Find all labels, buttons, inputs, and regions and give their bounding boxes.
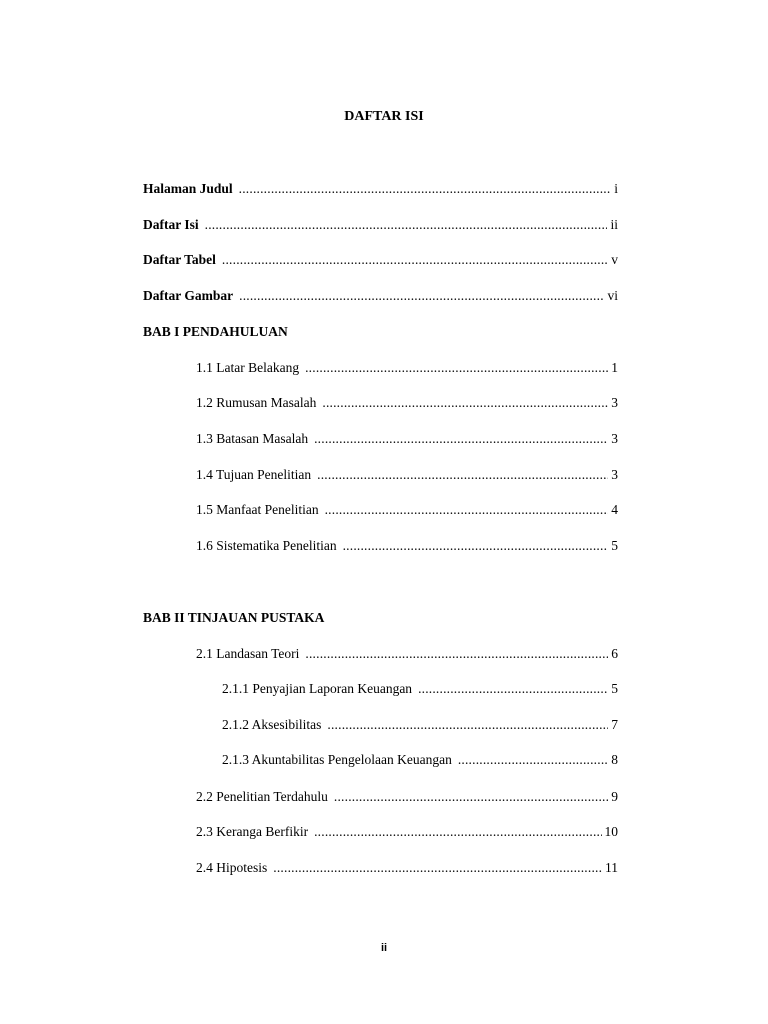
toc-entry-1-4[interactable] xyxy=(196,466,618,484)
toc-entry-daftar-tabel[interactable] xyxy=(143,251,618,269)
toc-entry-page: 4 xyxy=(611,502,618,517)
toc-entry-halaman-judul[interactable] xyxy=(143,180,618,198)
dot-leader xyxy=(334,788,608,806)
toc-entry-label: 2.3 Keranga Berfikir xyxy=(196,824,309,839)
toc-entry-label: 2.1 Landasan Teori xyxy=(196,646,300,661)
toc-entry-page: 6 xyxy=(611,646,618,661)
chapter-heading-bab-1: BAB I PENDAHULUAN xyxy=(143,324,288,339)
toc-entry-label: 2.1.2 Aksesibilitas xyxy=(222,717,322,732)
toc-entry-label: Daftar Isi xyxy=(143,217,199,232)
toc-entry-daftar-gambar[interactable] xyxy=(143,287,618,305)
dot-leader xyxy=(205,216,608,234)
toc-entry-daftar-isi[interactable] xyxy=(143,216,618,234)
dot-leader xyxy=(327,716,608,734)
toc-entry-page: 11 xyxy=(605,860,618,875)
toc-entry-1-3[interactable] xyxy=(196,430,618,448)
toc-entry-1-6[interactable] xyxy=(196,537,618,555)
dot-leader xyxy=(418,680,608,698)
dot-leader xyxy=(314,823,601,841)
dot-leader xyxy=(305,359,608,377)
dot-leader xyxy=(239,180,612,198)
toc-entry-page: v xyxy=(611,252,618,267)
toc-entry-label: 1.1 Latar Belakang xyxy=(196,360,300,375)
toc-entry-1-2[interactable] xyxy=(196,394,618,412)
toc-entry-label: Daftar Tabel xyxy=(143,252,216,267)
toc-entry-2-1[interactable] xyxy=(196,645,618,663)
toc-entry-label: 1.4 Tujuan Penelitian xyxy=(196,467,312,482)
toc-entry-2-2[interactable] xyxy=(196,788,618,806)
toc-entry-2-3[interactable] xyxy=(196,823,618,841)
dot-leader xyxy=(317,466,608,484)
dot-leader xyxy=(322,394,608,412)
toc-entry-label: 1.3 Batasan Masalah xyxy=(196,431,309,446)
toc-entry-page: 3 xyxy=(611,467,618,482)
dot-leader xyxy=(325,501,609,519)
toc-entry-page: 7 xyxy=(611,717,618,732)
toc-entry-label: 1.2 Rumusan Masalah xyxy=(196,395,317,410)
dot-leader xyxy=(305,645,608,663)
toc-entry-page: 8 xyxy=(611,752,618,767)
toc-entry-label: 2.1.1 Penyajian Laporan Keuangan xyxy=(222,681,413,696)
toc-entry-page: 5 xyxy=(611,538,618,553)
dot-leader xyxy=(343,537,609,555)
dot-leader xyxy=(222,251,608,269)
page-number: ii xyxy=(380,942,388,954)
toc-entry-1-5[interactable] xyxy=(196,501,618,519)
toc-entry-page: 5 xyxy=(611,681,618,696)
toc-entry-2-1-2[interactable] xyxy=(222,716,618,734)
toc-entry-page: 9 xyxy=(611,789,618,804)
toc-entry-label: 1.5 Manfaat Penelitian xyxy=(196,502,319,517)
toc-entry-label: Daftar Gambar xyxy=(143,288,234,303)
toc-entry-2-4[interactable] xyxy=(196,859,618,877)
toc-entry-page: vi xyxy=(607,288,618,303)
toc-entry-1-1[interactable] xyxy=(196,359,618,377)
toc-entry-2-1-3[interactable] xyxy=(222,751,618,769)
dot-leader xyxy=(239,287,604,305)
toc-entry-label: 2.1.3 Akuntabilitas Pengelolaan Keuangan xyxy=(222,752,452,767)
dot-leader xyxy=(314,430,608,448)
toc-entry-page: ii xyxy=(610,217,618,232)
toc-entry-label: Halaman Judul xyxy=(143,181,233,196)
toc-entry-page: 3 xyxy=(611,395,618,410)
chapter-heading-bab-2: BAB II TINJAUAN PUSTAKA xyxy=(143,610,325,625)
toc-entry-page: 1 xyxy=(611,360,618,375)
toc-entry-page: 10 xyxy=(604,824,618,839)
toc-entry-label: 1.6 Sistematika Penelitian xyxy=(196,538,337,553)
toc-entry-label: 2.2 Penelitian Terdahulu xyxy=(196,789,328,804)
toc-entry-page: i xyxy=(614,181,618,196)
toc-entry-2-1-1[interactable] xyxy=(222,680,618,698)
toc-entry-label: 2.4 Hipotesis xyxy=(196,860,268,875)
page-title: DAFTAR ISI xyxy=(344,109,424,124)
dot-leader xyxy=(273,859,602,877)
dot-leader xyxy=(458,751,608,769)
toc-entry-page: 3 xyxy=(611,431,618,446)
